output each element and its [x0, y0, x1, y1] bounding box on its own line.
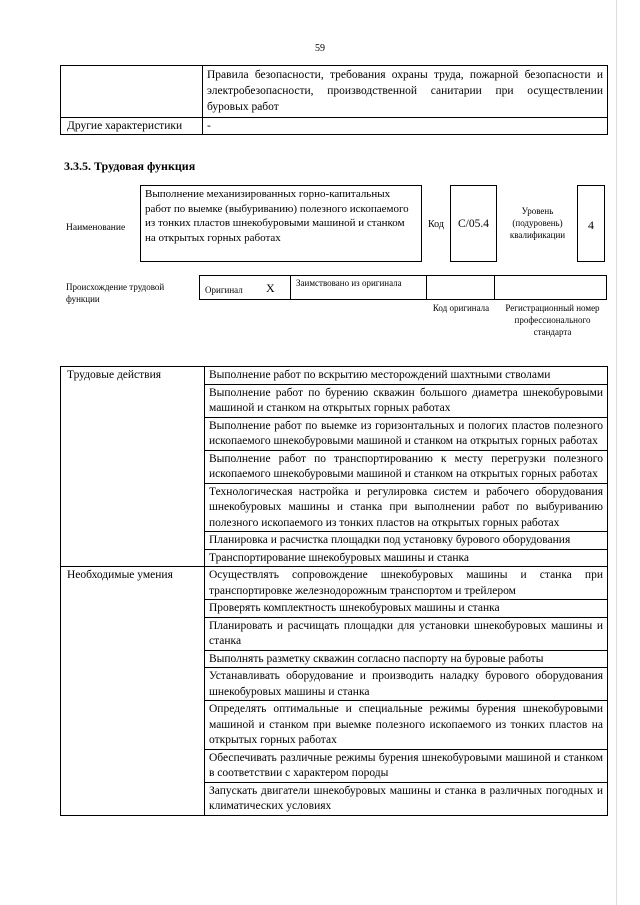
- level-box: [577, 185, 605, 262]
- list-item: Определять оптимальные и специальные режимы бурения шнекобуровыми машиной и станком при выемке полезного ископаемого из тонких пластов на открытых горных работах: [205, 701, 608, 750]
- borrowed-cell: [291, 276, 427, 299]
- code-caption: Код оригинала: [432, 303, 490, 313]
- list-item: Устанавливать оборудование и производить наладку бурового оборудования шнекобуровых машины и станка: [205, 668, 608, 701]
- original-cell: [200, 276, 260, 299]
- original-label: Оригинал: [205, 285, 243, 295]
- safety-rules-text: Правила безопасности, требования охраны труда, пожарной безопасности и электробезопасности, производственной санитарии при осуществлении буровых работ: [203, 66, 608, 118]
- page-edge-line: [616, 0, 617, 905]
- function-name: Выполнение механизированных горно-капитальных работ по выемке (выбуриванию) полезного ископаемого из тонких пластов шнекобуровыми машиной и станком на открытых горных работах: [145, 188, 409, 244]
- main-table: [60, 366, 608, 816]
- original-mark-cell: [260, 276, 291, 299]
- top-table-empty-cell: [61, 66, 203, 118]
- original-mark: X: [266, 281, 275, 295]
- top-table: [60, 65, 608, 135]
- list-item: Выполнять разметку скважин согласно паспорту на буровые работы: [205, 650, 608, 668]
- level-label: Уровень (подуровень) квалификации: [509, 206, 566, 240]
- code-label: Код: [428, 219, 444, 230]
- table-row: [61, 567, 608, 600]
- section-label: Необходимые умения: [61, 567, 205, 816]
- code-value: C/05.4: [458, 218, 489, 230]
- level-value: 4: [588, 218, 594, 232]
- list-item: Выполнение работ по транспортированию к месту перегрузки полезного ископаемого шнекобуровыми машиной и станком на открытых горных работах: [205, 450, 608, 483]
- name-box: [140, 185, 422, 262]
- borrowed-label: Заимствовано из оригинала: [296, 278, 402, 288]
- list-item: Транспортирование шнекобуровых машины и станка: [205, 549, 608, 567]
- list-item: Выполнение работ по выемке из горизонтальных и пологих пластов полезного ископаемого шнекобуровыми машиной и станком на открытых горных работах: [205, 417, 608, 450]
- list-item: Технологическая настройка и регулировка систем и рабочего оборудования шнекобуровых машины и станка при выполнении работ по выбуриванию полезного ископаемого из тонких пластов на открытых горных работах: [205, 483, 608, 532]
- other-characteristics-label: Другие характеристики: [61, 118, 203, 135]
- table-row: [61, 367, 608, 385]
- origin-label: Происхождение трудовой функции: [66, 282, 165, 304]
- reg-caption: Регистрационный номер профессионального стандарта: [505, 303, 600, 337]
- list-item: Запускать двигатели шнекобуровых машины и станка в различных погодных и климатических условиях: [205, 782, 608, 815]
- list-item: Выполнение работ по бурению скважин большого диаметра шнекобуровыми машиной и станком на открытых горных работах: [205, 384, 608, 417]
- origin-row: [199, 275, 607, 300]
- other-characteristics-value: -: [203, 118, 608, 135]
- original-code-cell: [427, 276, 495, 299]
- list-item: Планировать и расчищать площадки для установки шнекобуровых машины и станка: [205, 617, 608, 650]
- section-label: Трудовые действия: [61, 367, 205, 567]
- list-item: Выполнение работ по вскрытию месторождений шахтными стволами: [205, 367, 608, 385]
- list-item: Обеспечивать различные режимы бурения шнекобуровыми машиной и станком в соответствии с характером породы: [205, 749, 608, 782]
- list-item: Планировка и расчистка площадки под установку бурового оборудования: [205, 532, 608, 550]
- section-title: 3.3.5. Трудовая функция: [64, 159, 196, 173]
- name-label: Наименование: [66, 223, 126, 233]
- page-number: 59: [315, 43, 325, 54]
- list-item: Проверять комплектность шнекобуровых машины и станка: [205, 600, 608, 618]
- code-box: [450, 185, 497, 262]
- list-item: Осуществлять сопровождение шнекобуровых машины и станка при транспортировке железнодорожным транспортом и трейлером: [205, 567, 608, 600]
- reg-number-cell: [495, 276, 606, 299]
